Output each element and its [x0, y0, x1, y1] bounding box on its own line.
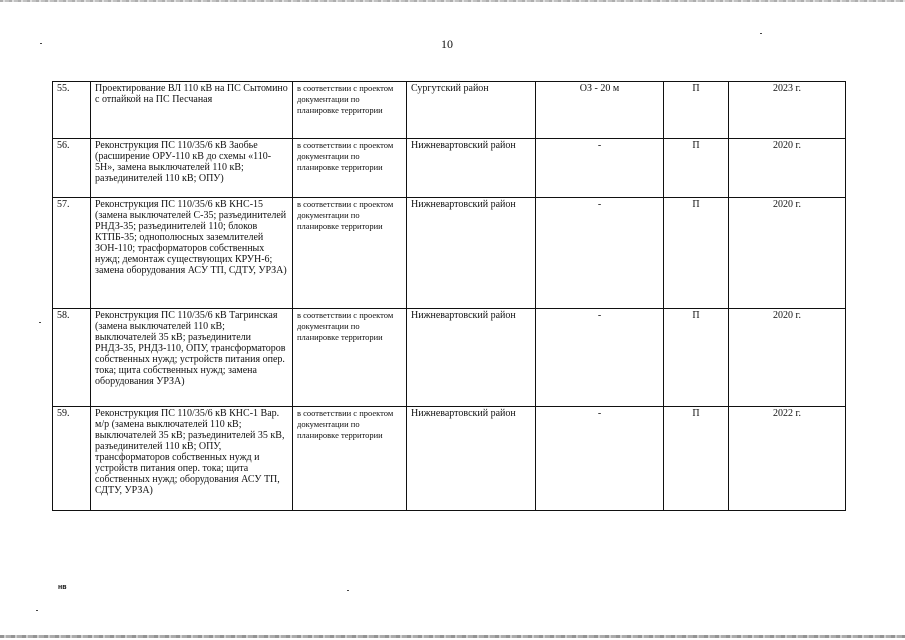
scan-speck [39, 322, 41, 323]
objects-table [52, 81, 846, 511]
object-name: Реконструкция ПС 110/35/6 кВ Заобье (расширение ОРУ-110 кВ до схемы «110-5Н», замена выключателей 110 кВ; разъединителей 110 кВ; ОПУ) [91, 139, 293, 198]
scan-edge-top [0, 0, 905, 2]
status-type: П [664, 139, 729, 198]
status-type: П [664, 82, 729, 139]
table-row [53, 198, 846, 309]
location: Нижневартовский район [407, 407, 536, 511]
row-number: 58. [53, 309, 91, 407]
year: 2020 г. [729, 139, 846, 198]
table-row [53, 407, 846, 511]
year: 2020 г. [729, 198, 846, 309]
location: Нижневартовский район [407, 309, 536, 407]
object-name: Реконструкция ПС 110/35/6 кВ КНС-1 Вар. м/р (замена выключателей 110 кВ; выключателей 35 кВ; разъединителей 35 кВ, разъединителей 110 кВ; ОПУ, трансформаторов собственных нужд и устройств питания опер. тока; щита собственных нужд; оборудования АСУ ТП, СДТУ, УРЗА) [91, 407, 293, 511]
location: Сургутский район [407, 82, 536, 139]
zone: - [536, 309, 664, 407]
basis-text: в соответствии с проектом документации по планировке территории [293, 82, 407, 139]
basis-text: в соответствии с проектом документации по планировке территории [293, 139, 407, 198]
row-number: 55. [53, 82, 91, 139]
page-number: 10 [441, 37, 453, 51]
row-number: 56. [53, 139, 91, 198]
row-number: 57. [53, 198, 91, 309]
table-row [53, 139, 846, 198]
zone: ОЗ - 20 м [536, 82, 664, 139]
basis-text: в соответствии с проектом документации по планировке территории [293, 198, 407, 309]
object-name: Реконструкция ПС 110/35/6 кВ КНС-15 (замена выключателей С-35; разъединителей РНДЗ-35; разъединителей 110; блоков КТПБ-35; однополюсных заземлителей ЗОН-110; трасформаторов собственных нужд; демонтаж существующих КРУН-6; замена оборудования АСУ ТП, СДТУ, УРЗА) [91, 198, 293, 309]
scan-speck [36, 610, 38, 611]
year: 2022 г. [729, 407, 846, 511]
status-type: П [664, 407, 729, 511]
year: 2020 г. [729, 309, 846, 407]
scan-edge-bottom [0, 635, 905, 638]
location: Нижневартовский район [407, 198, 536, 309]
zone: - [536, 198, 664, 309]
object-name: Проектирование ВЛ 110 кВ на ПС Сытомино с отпайкой на ПС Песчаная [91, 82, 293, 139]
scan-speck [347, 590, 349, 591]
zone: - [536, 407, 664, 511]
scan-speck [760, 33, 762, 34]
zone: - [536, 139, 664, 198]
status-type: П [664, 309, 729, 407]
location: Нижневартовский район [407, 139, 536, 198]
row-number: 59. [53, 407, 91, 511]
year: 2023 г. [729, 82, 846, 139]
status-type: П [664, 198, 729, 309]
basis-text: в соответствии с проектом документации по планировке территории [293, 309, 407, 407]
table-row [53, 82, 846, 139]
basis-text: в соответствии с проектом документации по планировке территории [293, 407, 407, 511]
footer-code: нв [58, 584, 67, 591]
scan-speck [40, 43, 42, 44]
object-name: Реконструкция ПС 110/35/6 кВ Тагринская (замена выключателей 110 кВ; выключателей 35 кВ; разъединители РНДЗ-35, РНДЗ-110, ОПУ, трансформаторов собственных нужд; устройств питания опер. тока; щита собственных нужд; замена оборудования УРЗА) [91, 309, 293, 407]
table-row [53, 309, 846, 407]
